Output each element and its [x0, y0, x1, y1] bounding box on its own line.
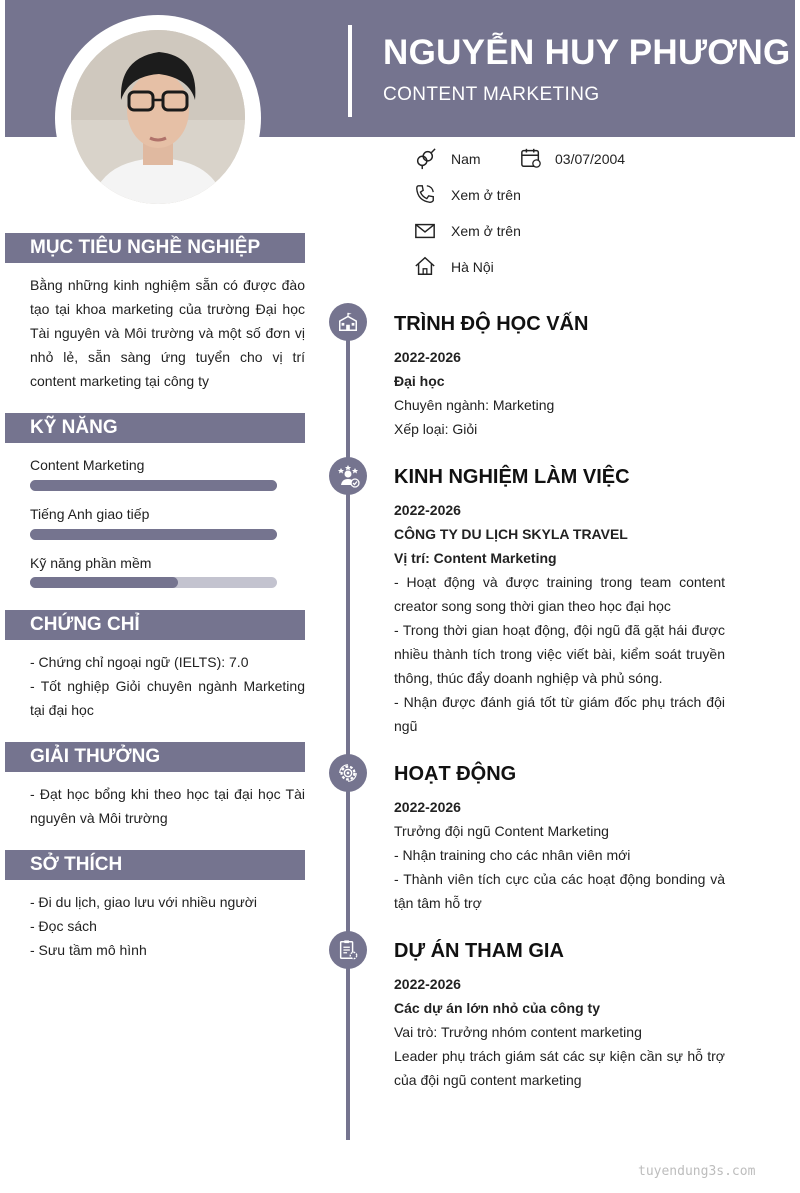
gender-icon [414, 148, 436, 170]
gender-value: Nam [451, 151, 481, 167]
education-major: Chuyên ngành: Marketing [394, 397, 555, 413]
timeline-line [346, 310, 350, 1140]
certificates-heading-bar [5, 610, 305, 640]
skill-bar [30, 480, 277, 491]
skill-bar-fill [30, 480, 277, 491]
calendar-icon [520, 147, 542, 169]
education-rank: Xếp loại: Giỏi [394, 421, 478, 437]
phone-value: Xem ở trên [451, 187, 521, 203]
activities-item: - Thành viên tích cực của các hoạt động bonding và tận tâm hỗ trợ [394, 871, 725, 911]
hobby-item: - Đi du lịch, giao lưu với nhiều người [30, 894, 257, 910]
watermark: tuyendung3s.com [638, 1164, 756, 1179]
skill-label: Kỹ năng phần mềm [30, 555, 152, 571]
phone-icon [414, 183, 436, 205]
activities-item: - Nhận training cho các nhân viên mới [394, 847, 631, 863]
projects-description: Leader phụ trách giám sát các sự kiện cần sự hỗ trợ của đội ngũ content marketing [394, 1048, 725, 1088]
hobbies-heading-bar [5, 850, 305, 880]
home-icon [414, 255, 436, 277]
job-title: CONTENT MARKETING [383, 84, 600, 105]
birthday-value: 03/07/2004 [555, 151, 626, 167]
activity-gear-icon [329, 754, 367, 792]
activities-period: 2022-2026 [394, 799, 461, 815]
objective-heading-bar [5, 233, 305, 263]
experience-bullet: - Hoạt động và được training trong team content creator song song thời gian theo học đại học [394, 574, 725, 614]
skill-bar-fill [30, 577, 178, 588]
skill-bar [30, 577, 277, 588]
activities-role: Trưởng đội ngũ Content Marketing [394, 823, 609, 839]
projects-period: 2022-2026 [394, 976, 461, 992]
awards-heading-bar [5, 742, 305, 772]
experience-period: 2022-2026 [394, 502, 461, 518]
skill-bar-fill [30, 529, 277, 540]
award-item: - Đạt học bổng khi theo học tại đại học Tài nguyên và Môi trường [30, 786, 305, 826]
skills-heading-bar [5, 413, 305, 443]
email-value: Xem ở trên [451, 223, 521, 239]
awards-heading: GIẢI THƯỞNG [30, 746, 161, 767]
school-icon [329, 303, 367, 341]
skills-heading: KỸ NĂNG [30, 417, 118, 438]
education-period: 2022-2026 [394, 349, 461, 365]
projects-role: Vai trò: Trưởng nhóm content marketing [394, 1024, 642, 1040]
experience-bullet: - Nhận được đánh giá tốt từ giám đốc phụ trách đội ngũ [394, 694, 725, 734]
activities-heading: HOẠT ĐỘNG [394, 763, 517, 785]
hobby-item: - Đọc sách [30, 918, 97, 934]
projects-heading: DỰ ÁN THAM GIA [394, 940, 564, 962]
candidate-name: NGUYỄN HUY PHƯƠNG [383, 33, 791, 72]
projects-name: Các dự án lớn nhỏ của công ty [394, 1000, 601, 1016]
skill-label: Tiếng Anh giao tiếp [30, 506, 150, 522]
mail-icon [414, 220, 436, 242]
experience-heading: KINH NGHIỆM LÀM VIỆC [394, 466, 630, 488]
certificate-item: - Chứng chỉ ngoại ngữ (IELTS): 7.0 [30, 654, 249, 670]
experience-company: CÔNG TY DU LỊCH SKYLA TRAVEL [394, 526, 628, 542]
hobby-item: - Sưu tầm mô hình [30, 942, 147, 958]
education-heading: TRÌNH ĐỘ HỌC VẤN [394, 313, 589, 335]
skill-bar [30, 529, 277, 540]
address-value: Hà Nội [451, 259, 494, 275]
experience-bullet: - Trong thời gian hoạt động, đội ngũ đã gặt hái được nhiều thành tích trong việc viết bài, kiểm soát truyền thông, thúc đẩy doanh nghiệp và phủ sóng. [394, 622, 725, 686]
education-degree: Đại học [394, 373, 445, 389]
objective-heading: MỤC TIÊU NGHỀ NGHIỆP [30, 237, 261, 258]
certificate-item: - Tốt nghiệp Giỏi chuyên ngành Marketing tại đại học [30, 678, 305, 718]
hobbies-heading: SỞ THÍCH [30, 854, 123, 875]
experience-position: Vị trí: Content Marketing [394, 550, 557, 566]
skill-label: Content Marketing [30, 457, 145, 473]
project-document-icon [329, 931, 367, 969]
certificates-heading: CHỨNG CHỈ [30, 614, 140, 635]
employee-icon [329, 457, 367, 495]
objective-text: Bằng những kinh nghiệm sẵn có được đào tạo tại khoa marketing của trường Đại học Tài nguyên và Môi trường và một số đơn vị nhỏ lẻ, sẵn sàng ứng tuyển cho vị trí content marketing tại công ty [30, 277, 305, 389]
header-divider [348, 25, 352, 117]
avatar [71, 30, 245, 204]
